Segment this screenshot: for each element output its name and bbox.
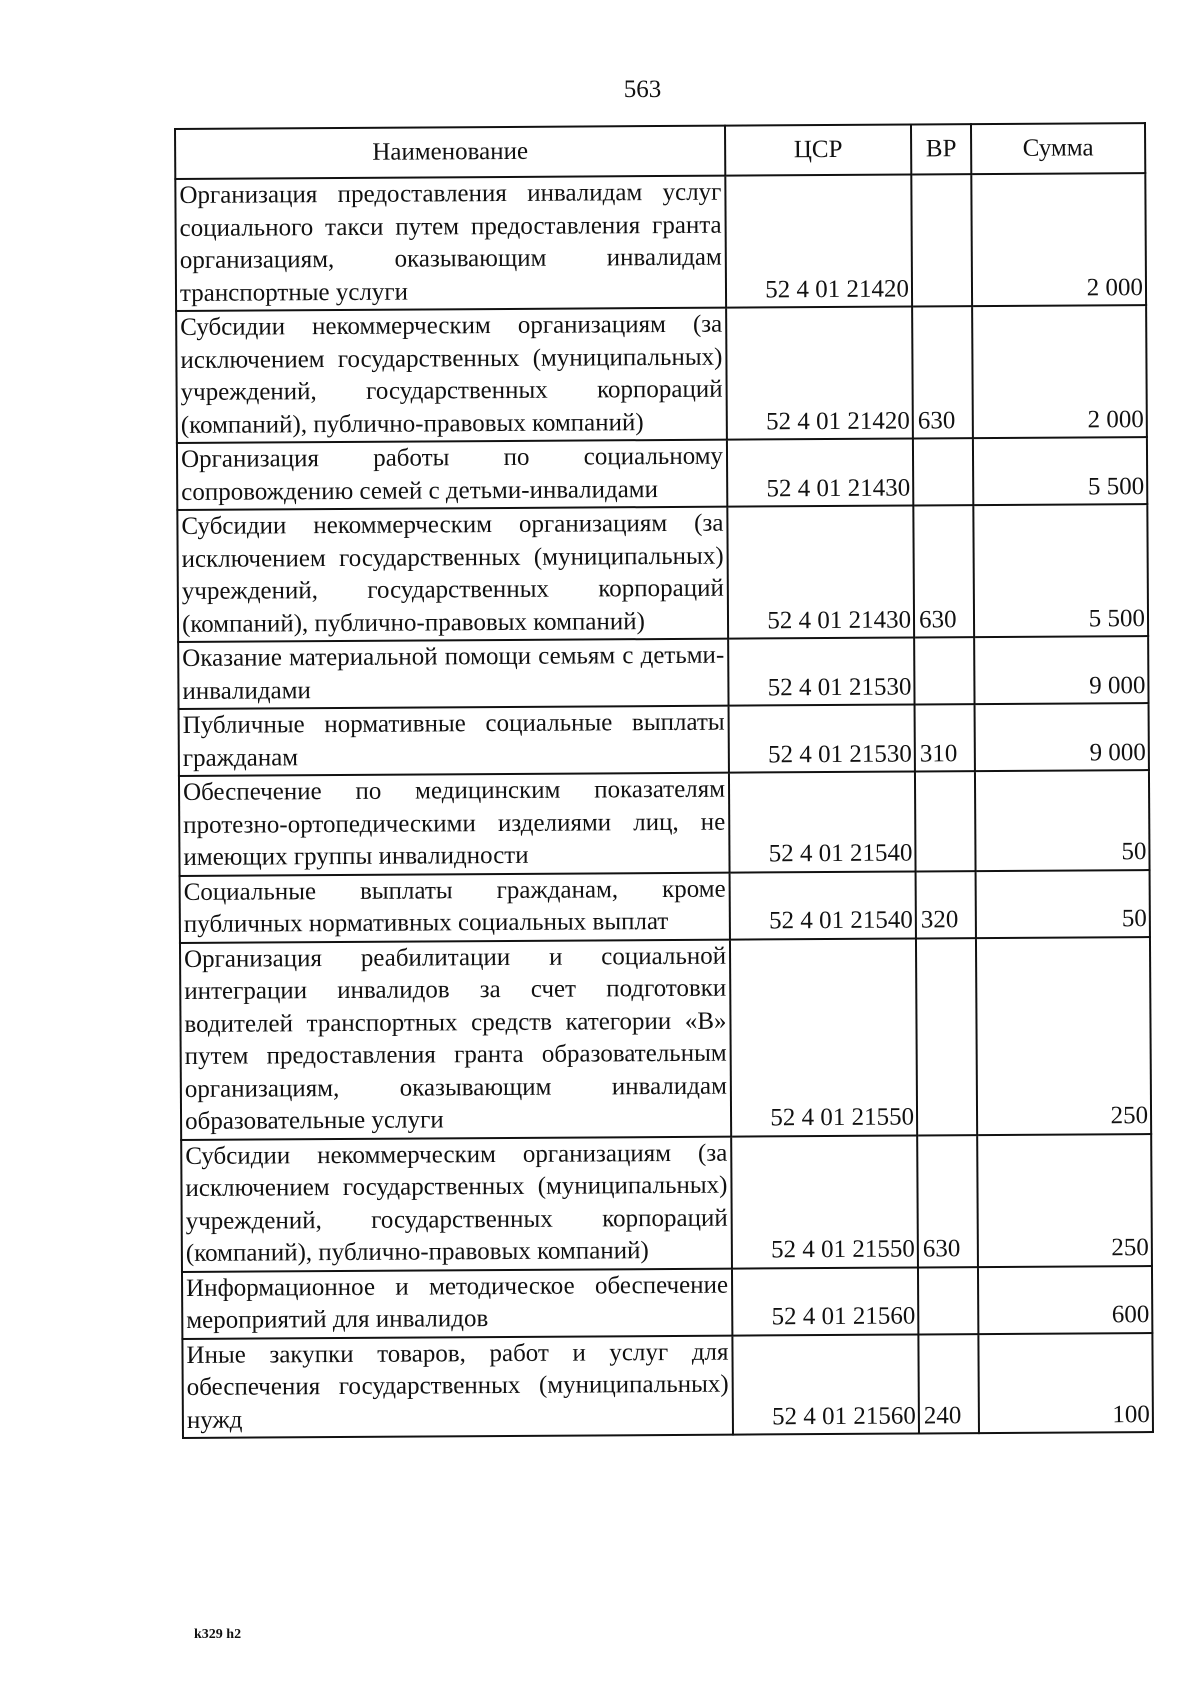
cell-csr: 52 4 01 21530 (729, 704, 915, 772)
page-number: 563 (623, 76, 662, 103)
header-csr: ЦСР (725, 124, 911, 175)
table-body (175, 173, 1153, 1438)
cell-vr (918, 1267, 978, 1334)
cell-vr (915, 771, 976, 871)
cell-sum: 9 000 (975, 703, 1149, 771)
footer-code: k329 h2 (194, 1627, 242, 1642)
cell-name: Обеспечение по медицинским показателям протезно-ортопедическими изделиями лиц, не имеющих группы инвалидности (179, 773, 730, 876)
table-header-row (175, 123, 1145, 179)
cell-csr: 52 4 01 21420 (725, 174, 912, 307)
cell-csr: 52 4 01 21560 (732, 1267, 918, 1335)
cell-name: Субсидии некоммерческим организациям (за исключением государственных (муниципальных) учреждений, государственных корпораций (компаний), публично-правовых компаний) (176, 308, 727, 443)
cell-name: Оказание материальной помощи семьям с детьми-инвалидами (178, 639, 728, 709)
cell-name: Социальные выплаты гражданам, кроме публичных нормативных социальных выплат (180, 872, 730, 942)
table-row (175, 173, 1146, 311)
table-row (177, 504, 1148, 642)
cell-sum: 50 (975, 770, 1150, 871)
cell-sum: 250 (977, 1134, 1152, 1267)
cell-vr: 630 (917, 1135, 978, 1267)
cell-name: Информационное и методическое обеспечение мероприятий для инвалидов (182, 1268, 732, 1338)
cell-name: Организация предоставления инвалидам услуг социального такси путем предоставления гранта организациям, оказывающим инвалидам транспортные услуги (175, 176, 726, 311)
cell-name: Организация реабилитации и социальной интеграции инвалидов за счет подготовки водителей транспортных средств категории «В» путем предоставления гранта образовательным организациям, оказывающим инвалидам образовательные услуги (180, 939, 731, 1139)
cell-vr (916, 938, 977, 1135)
cell-sum: 100 (978, 1333, 1153, 1434)
header-vr: ВР (911, 124, 971, 174)
table-row (178, 636, 1148, 709)
budget-table (174, 122, 1154, 1439)
cell-csr: 52 4 01 21540 (730, 871, 916, 939)
header-name: Наименование (175, 126, 725, 179)
table-row (176, 305, 1147, 443)
cell-sum: 2 000 (972, 305, 1147, 438)
cell-csr: 52 4 01 21430 (727, 438, 913, 506)
cell-vr: 630 (913, 505, 974, 637)
cell-vr: 320 (916, 871, 976, 938)
cell-name: Организация работы по социальному сопровождению семей с детьми-инвалидами (177, 440, 727, 510)
cell-csr: 52 4 01 21550 (730, 938, 917, 1136)
cell-sum: 5 500 (973, 437, 1147, 505)
table-row (179, 703, 1149, 776)
cell-sum: 9 000 (974, 636, 1148, 704)
table-row (177, 437, 1147, 510)
cell-vr: 240 (918, 1334, 979, 1434)
header-sum: Сумма (971, 123, 1145, 174)
cell-name: Иные закупки товаров, работ и услуг для обеспечения государственных (муниципальных) нужд (182, 1335, 733, 1438)
cell-sum: 250 (976, 937, 1151, 1135)
cell-sum: 5 500 (973, 504, 1148, 637)
cell-name: Публичные нормативные социальные выплаты гражданам (179, 706, 729, 776)
table-row (180, 870, 1150, 943)
table-row (179, 770, 1150, 875)
cell-vr (913, 438, 973, 505)
cell-sum: 50 (976, 870, 1150, 938)
cell-csr: 52 4 01 21540 (729, 771, 916, 872)
table-row (182, 1266, 1152, 1339)
cell-sum: 600 (978, 1266, 1152, 1334)
cell-csr: 52 4 01 21430 (727, 505, 914, 638)
cell-name: Субсидии некоммерческим организациям (за исключением государственных (муниципальных) учреждений, государственных корпораций (компаний), публично-правовых компаний) (177, 507, 728, 642)
table-row (182, 1333, 1153, 1438)
cell-vr: 310 (915, 704, 975, 771)
cell-csr: 52 4 01 21550 (731, 1135, 918, 1268)
cell-csr: 52 4 01 21420 (726, 306, 913, 439)
table-row (180, 937, 1151, 1140)
cell-vr: 630 (912, 306, 973, 438)
table-row (181, 1134, 1152, 1272)
cell-sum: 2 000 (971, 173, 1146, 306)
cell-name: Субсидии некоммерческим организациям (за исключением государственных (муниципальных) учреждений, государственных корпораций (компаний), публично-правовых компаний) (181, 1136, 732, 1271)
cell-vr (914, 637, 974, 704)
cell-csr: 52 4 01 21530 (728, 637, 914, 705)
cell-csr: 52 4 01 21560 (732, 1334, 919, 1435)
cell-vr (911, 174, 972, 306)
